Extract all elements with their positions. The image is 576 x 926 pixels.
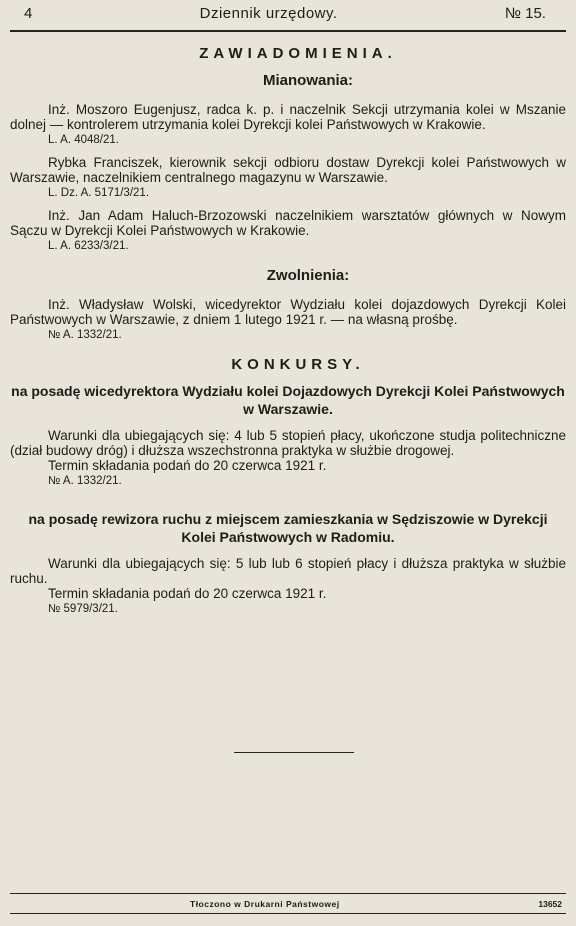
entry-reference: L. A. 4048/21. [48, 134, 119, 146]
position-deadline: Termin składania podań do 20 czerwca 1921 r. [48, 586, 327, 601]
journal-title: Dziennik urzędowy. [199, 4, 338, 22]
print-code: 13652 [538, 899, 562, 909]
dismissals-heading: Zwolnienia: [266, 267, 350, 284]
position-conditions: Warunki dla ubiegających się: 4 lub 5 stopień płacy, ukończone studja politechniczne (dział budowy dróg) i dłuższa wszechstronna praktyka w służbie drogowej. [10, 428, 566, 458]
footer-rule-top [10, 893, 566, 894]
entry-text: Inż. Władysław Wolski, wicedyrektor Wydziału kolei dojazdowych Dyrekcji Kolei Państwowych w Warszawie, z dniem 1 lutego 1921 r. — na własną prośbę. [10, 297, 566, 327]
appointments-heading: Mianowania: [262, 72, 353, 89]
header-rule [10, 30, 566, 32]
page-content [10, 45, 566, 616]
end-rule [234, 752, 354, 753]
page-header [10, 1, 566, 25]
entry-text: Inż. Jan Adam Haluch-Brzozowski naczelnikiem warsztatów głównych w Nowym Sączu w Dyrekcji Kolei Państwowych w Krakowie. [10, 208, 566, 238]
position-deadline: Termin składania podań do 20 czerwca 1921 r. [48, 458, 327, 473]
page-number: 4 [24, 4, 33, 22]
page-footer [10, 897, 566, 911]
entry-reference: L. Dz. A. 5171/3/21. [48, 187, 150, 199]
entry-reference: № A. 1332/21. [48, 329, 122, 341]
issue-number: № 15. [504, 4, 546, 22]
position-block [10, 382, 566, 488]
printer-note: Tłoczono w Drukarni Państwowej [190, 899, 340, 909]
position-reference: № 5979/3/21. [48, 603, 118, 615]
entry-text: Rybka Franciszek, kierownik sekcji odbioru dostaw Dyrekcji kolei Państwowych w Warszawie, naczelnikiem centralnego magazynu w Warszawie. [10, 155, 566, 185]
footer-rule-bottom [10, 913, 566, 914]
announcements-heading: ZAWIADOMIENIA. [199, 45, 397, 62]
position-block [10, 510, 566, 616]
entry-text: Inż. Moszoro Eugenjusz, radca k. p. i naczelnik Sekcji utrzymania kolei w Mszanie dolnej — kontrolerem utrzymania kolei Dyrekcji kolei Państwowych w Krakowie. [10, 102, 566, 132]
position-conditions: Warunki dla ubiegających się: 5 lub lub 6 stopień płacy i dłuższa praktyka w służbie ruchu. [10, 556, 566, 586]
competitions-heading: KONKURSY. [231, 356, 365, 373]
appointment-entry [10, 208, 566, 253]
position-reference: № A. 1332/21. [48, 475, 122, 487]
appointment-entry [10, 102, 566, 147]
dismissal-entry [10, 297, 566, 342]
entry-reference: L. A. 6233/3/21. [48, 240, 129, 252]
appointment-entry [10, 155, 566, 200]
position-title: na posadę rewizora ruchu z miejscem zamieszkania w Sędziszowie w Dyrekcji Kolei Państwowych w Radomiu. [28, 511, 548, 545]
position-title: na posadę wicedyrektora Wydziału kolei Dojazdowych Dyrekcji Kolei Państwowych w Warszawie. [11, 383, 565, 417]
